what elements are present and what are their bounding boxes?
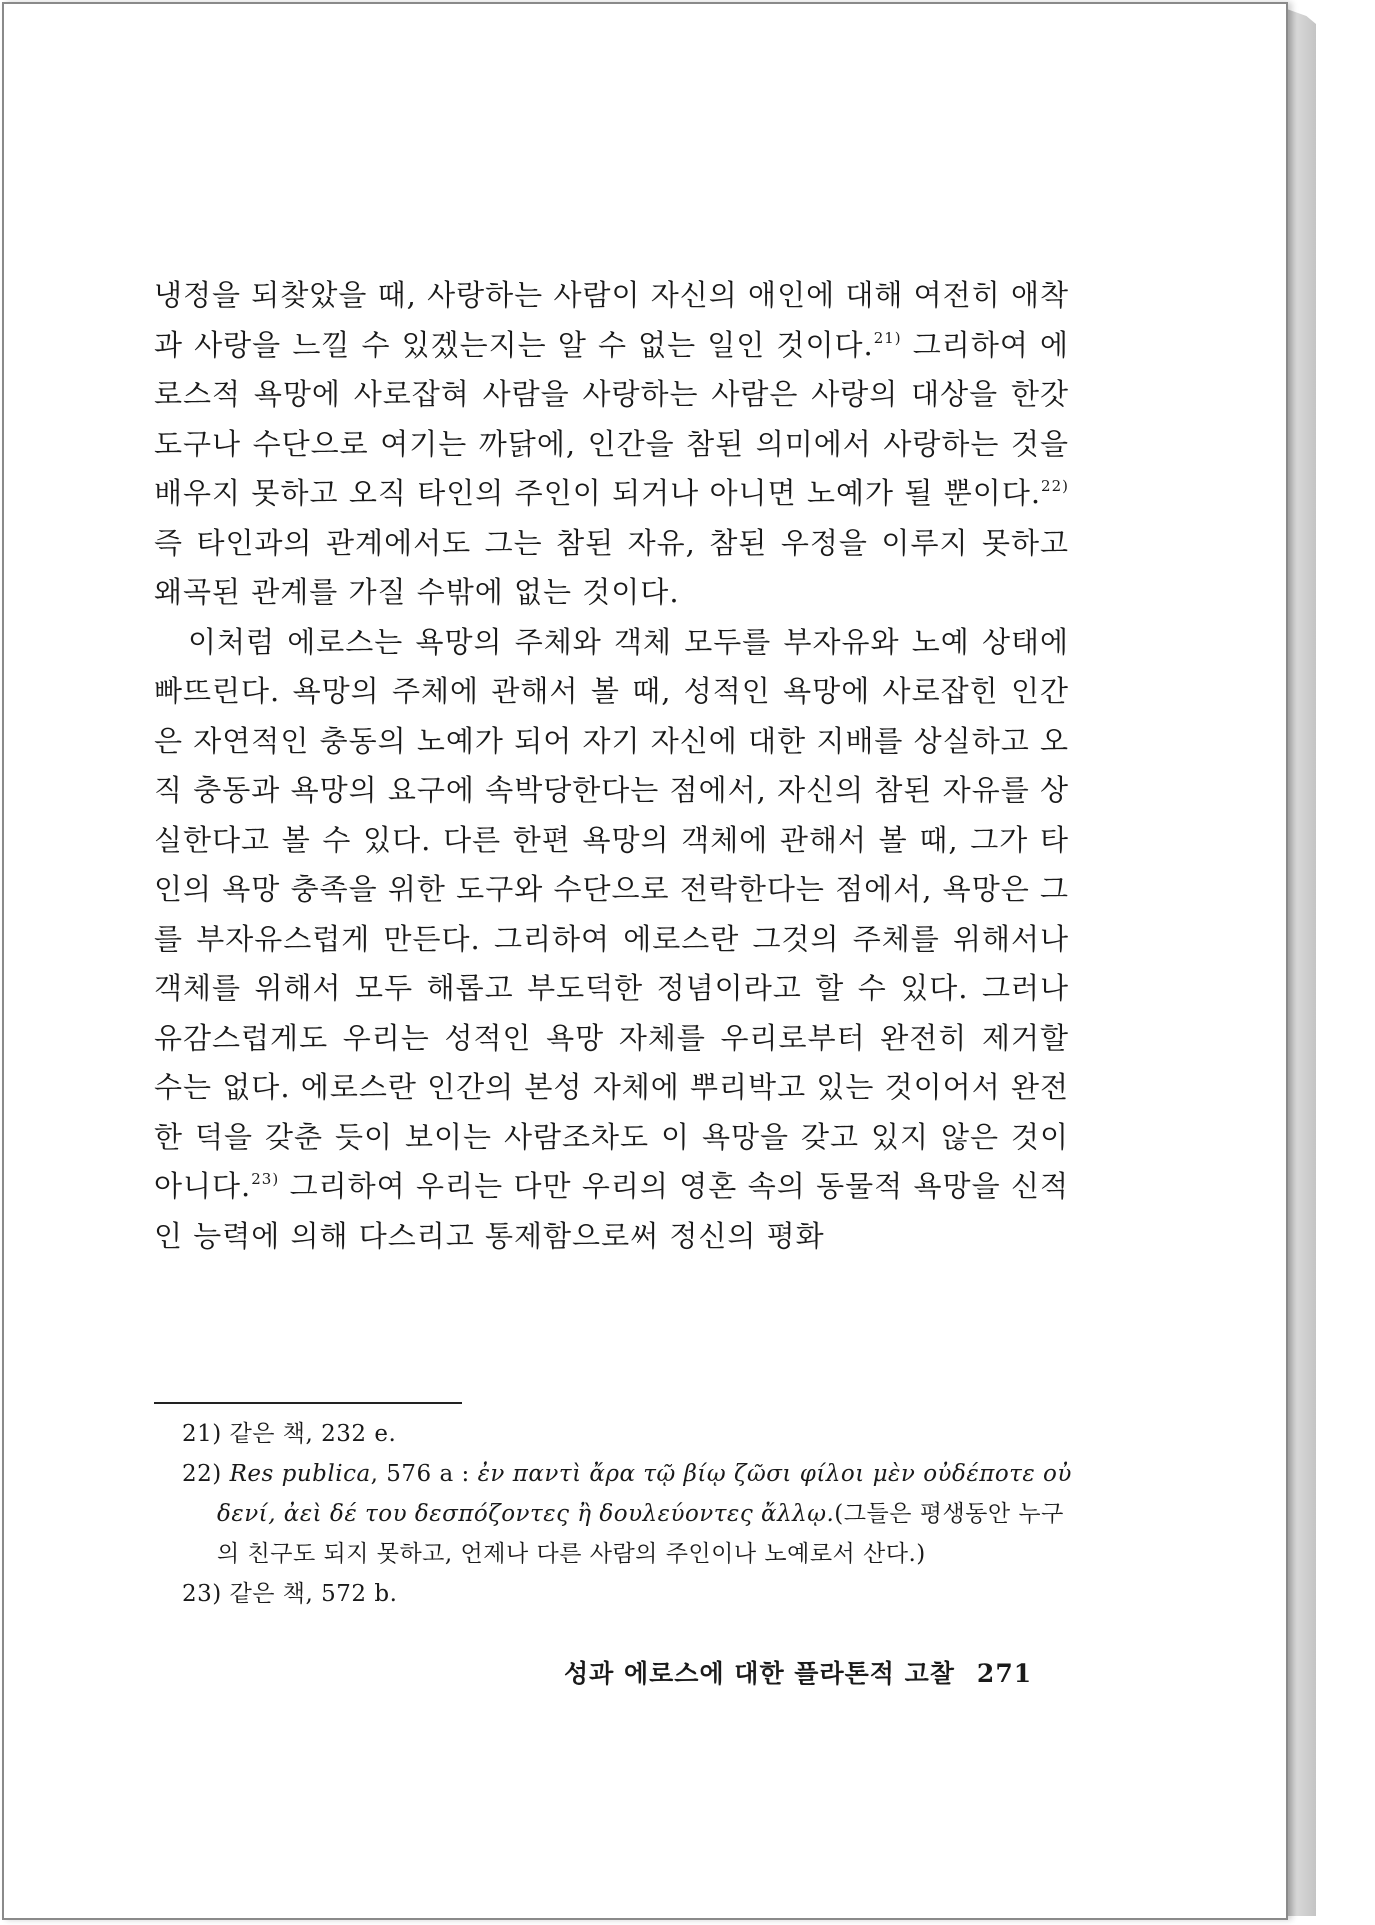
greek-quotation: ἐν παντὶ ἄρα τῷ βίῳ ζῶσι φίλοι μὲν οὐδέποτε οὐ δενί, ἀεὶ δέ του δεσπόζοντες ἢ δουλεύοντες ἄλλῳ. bbox=[217, 1461, 1072, 1527]
page-number: 271 bbox=[976, 1659, 1033, 1688]
footnote-21 bbox=[182, 1414, 1072, 1454]
footnote-divider bbox=[154, 1402, 462, 1404]
paragraph-2 bbox=[154, 618, 1069, 1262]
paragraph-1-part-b: 그리하여 에로스적 욕망에 사로잡혀 사람을 사랑하는 사람은 사랑의 대상을 한갓 도구나 수단으로 여기는 까닭에, 인간을 참된 의미에서 사랑하는 것을 배우지 못하고 오직 타인의 주인이 되거나 아니면 노예가 될 뿐이다. bbox=[154, 327, 1069, 510]
paragraph-1-part-a: 냉정을 되찾았을 때, 사랑하는 사람이 자신의 애인에 대해 여전히 애착과 사랑을 느낄 수 있겠는지는 알 수 없는 일인 것이다. bbox=[154, 278, 1069, 362]
book-page bbox=[2, 2, 1288, 1920]
footnote-text: 같은 책, 232 e. bbox=[229, 1421, 397, 1447]
footnote-ref-22: 22) bbox=[1041, 477, 1069, 495]
footnote-ref-23: 23) bbox=[251, 1170, 280, 1188]
footnote-translation: (그들은 평생동안 누구의 친구도 되지 못하고, 언제나 다른 사람의 주인이나 노예로서 산다.) bbox=[217, 1501, 1064, 1567]
paragraph-1 bbox=[154, 271, 1069, 618]
footnote-label: 23) bbox=[182, 1581, 222, 1607]
running-footer-title: 성과 에로스에 대한 플라톤적 고찰 bbox=[564, 1659, 955, 1688]
footnote-location: , 576 a : bbox=[370, 1461, 478, 1487]
footnote-ref-21: 21) bbox=[873, 328, 902, 347]
page-edge-shadow bbox=[1284, 8, 1316, 1916]
footnote-label: 21) bbox=[182, 1421, 222, 1447]
footnotes bbox=[182, 1414, 1072, 1614]
footnote-source-title: Res publica bbox=[229, 1461, 371, 1487]
footnote-text: 같은 책, 572 b. bbox=[229, 1581, 398, 1607]
body-text bbox=[154, 271, 1069, 1261]
paragraph-2-part-b: 그리하여 우리는 다만 우리의 영혼 속의 동물적 욕망을 신적인 능력에 의해 다스리고 통제함으로써 정신의 평화 bbox=[154, 1169, 1069, 1253]
paragraph-2-part-a: 이처럼 에로스는 욕망의 주체와 객체 모두를 부자유와 노예 상태에 빠뜨린다. 욕망의 주체에 관해서 볼 때, 성적인 욕망에 사로잡힌 인간은 자연적인 충동의 노예가 되어 자기 자신에 대한 지배를 상실하고 오직 충동과 욕망의 요구에 속박당한다는 점에서, 자신의 참된 자유를 상실한다고 볼 수 있다. 다른 한편 욕망의 객체에 관해서 볼 때, 그가 타인의 욕망 충족을 위한 도구와 수단으로 전락한다는 점에서, 욕망은 그를 부자유스럽게 만든다. 그리하여 에로스란 그것의 주체를 위해서나 객체를 위해서 모두 해롭고 부도덕한 정념이라고 할 수 있다. 그러나 유감스럽게도 우리는 성적인 욕망 자체를 우리로부터 완전히 제거할 수는 없다. 에로스란 인간의 본성 자체에 뿌리박고 있는 것이어서 완전한 덕을 갖춘 듯이 보이는 사람조차도 이 욕망을 갖고 있지 않은 것이 아니다. bbox=[154, 624, 1069, 1203]
footnote-23 bbox=[182, 1574, 1072, 1614]
paragraph-1-part-c: 즉 타인과의 관계에서도 그는 참된 자유, 참된 우정을 이루지 못하고 왜곡된 관계를 가질 수밖에 없는 것이다. bbox=[154, 525, 1069, 609]
footnote-label: 22) bbox=[182, 1461, 222, 1487]
running-footer bbox=[564, 1654, 1044, 1690]
footnote-22 bbox=[182, 1454, 1072, 1574]
